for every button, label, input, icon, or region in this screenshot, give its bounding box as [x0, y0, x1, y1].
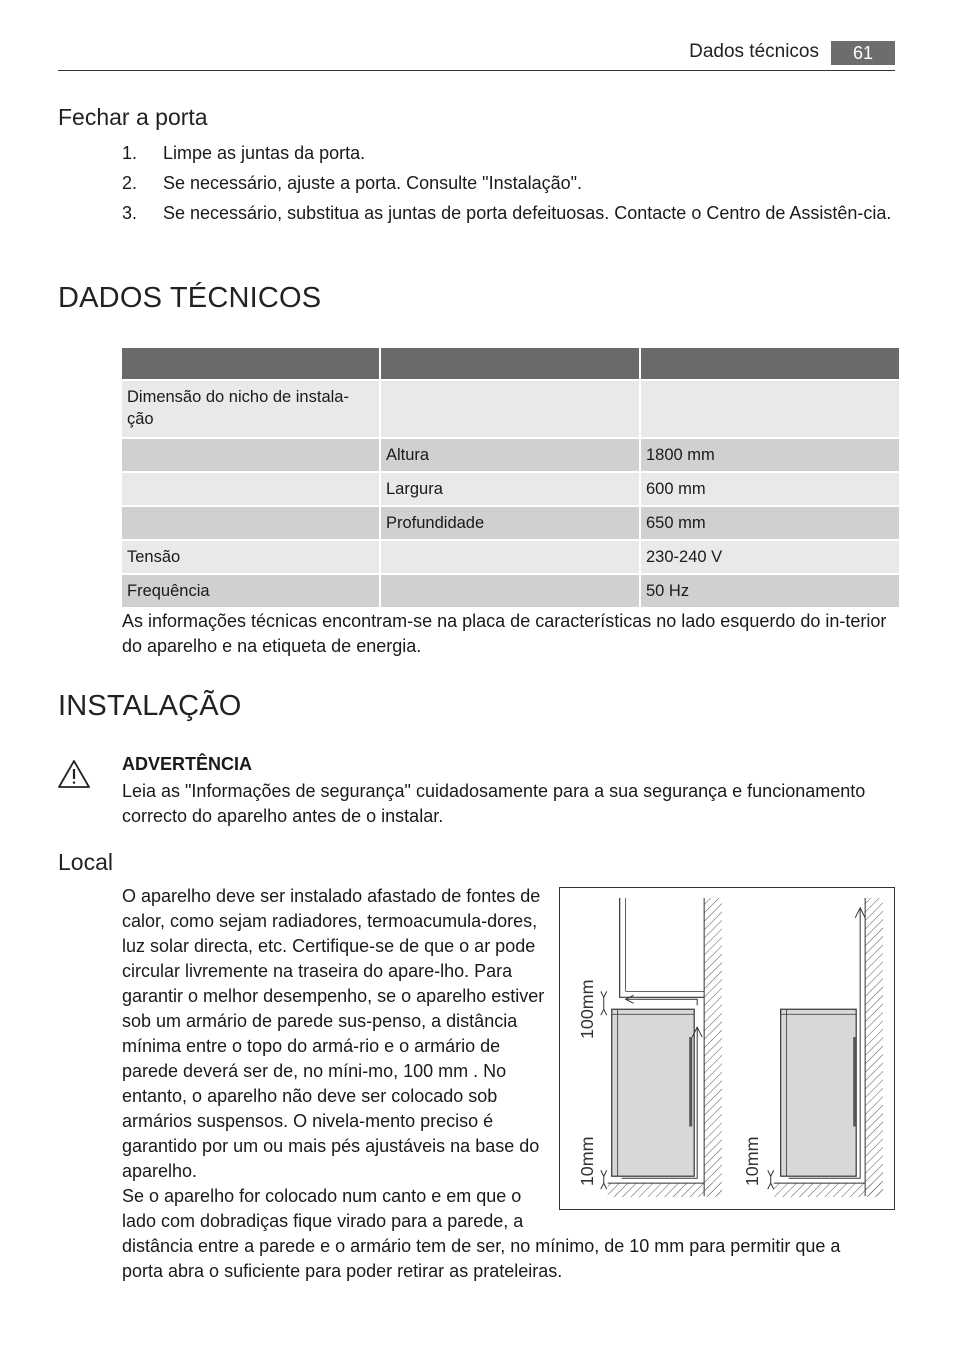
wall-left [704, 898, 722, 1196]
page-header [58, 40, 895, 71]
floor-left [608, 1183, 722, 1197]
bottom-gap-label-left: 10mm [576, 1136, 597, 1187]
close-door-steps [122, 141, 892, 231]
location-text-2-line: Se o aparelho for colocado num canto e em que o [122, 1186, 522, 1206]
table-row: Largura 600 mm [122, 473, 899, 505]
location-text-1: O aparelho deve ser instalado afastado de fontes de calor, como sejam radiadores, termoacumula-dores, luz solar directa, etc. Certifique-se de que o ar pode circular livremente na traseira do apare-lho. Para garantir o melhor desempenho, se o aparelho estiver sob um armário de parede sus-penso, a distância mínima entre o topo do armá-rio e o armário de parede deverá ser de, no míni-mo, 100 mm . No entanto, o aparelho não deve ser colocado sob armários suspensos. O nivela-mento preciso é garantido por um ou mais pés ajustáveis na base do aparelho. [122, 886, 545, 1181]
top-gap-label: 100mm [576, 979, 597, 1040]
table-row: Profundidade 650 mm [122, 507, 899, 539]
close-door-heading: Fechar a porta [58, 104, 208, 130]
warning-title: ADVERTÊNCIA [122, 754, 253, 774]
wall-cabinet [620, 898, 704, 997]
table-row: Dimensão do nicho de instala-ção [122, 381, 899, 437]
warning-text: Leia as "Informações de segurança" cuidadosamente para a sua segurança e funcionamento correcto do aparelho antes de o instalar. [122, 781, 866, 826]
appliance-right [781, 1009, 857, 1176]
technical-data-note: As informações técnicas encontram-se na placa de características no lado esquerdo do in-terior do aparelho e na etiqueta de energia. [122, 611, 887, 656]
appliance-left [612, 1009, 694, 1176]
installation-heading: INSTALAÇÃO [58, 690, 242, 722]
wall-right [865, 898, 883, 1196]
technical-data-table [120, 346, 901, 609]
location-text-2-line: distância entre a parede e o armário tem de ser, no mínimo, de 10 mm para permitir que a [122, 1236, 841, 1256]
step-item: 3. Se necessário, substitua as juntas de porta defeituosas. Contacte o Centro de Assistên-cia. [122, 203, 892, 223]
table-row: Altura 1800 mm [122, 439, 899, 471]
bottom-gap-label-right: 10mm [741, 1136, 762, 1187]
page-number: 61 [831, 41, 895, 65]
technical-data-heading: DADOS TÉCNICOS [58, 282, 322, 314]
table-row: Tensão 230-240 V [122, 541, 899, 573]
table-row: Frequência 50 Hz [122, 575, 899, 607]
step-item: 2. Se necessário, ajuste a porta. Consulte "Instalação". [122, 173, 583, 193]
floor-right [774, 1183, 883, 1197]
header-section-title: Dados técnicos [689, 41, 819, 62]
warning-icon [57, 759, 91, 789]
location-heading: Local [58, 849, 113, 875]
table-header-row [122, 348, 899, 379]
installation-clearance-svg [560, 888, 894, 1209]
step-item: 1. Limpe as juntas da porta. [122, 143, 366, 163]
location-text-2-line: porta abra o suficiente para poder retirar as prateleiras. [122, 1261, 563, 1281]
location-text-2-line: lado com dobradiças fique virado para a parede, a [122, 1211, 524, 1231]
installation-clearance-diagram [559, 887, 895, 1210]
location-text-2 [122, 1184, 841, 1284]
